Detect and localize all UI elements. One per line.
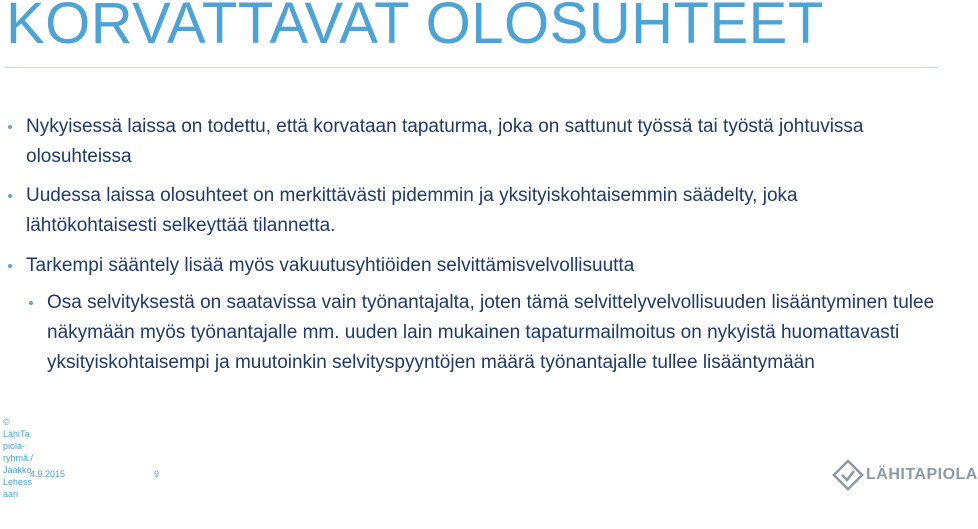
sub-bullet-text: Osa selvityksestä on saatavissa vain työnantajalta, joten tämä selvittelyvelvollisuuden lisääntyminen tulee näkymään myös työnantajalle mm. uuden lain mukainen tapaturmailmoitus on nykyistä huomattavasti yksityiskohtaisempi ja muutoinkin selvityspyyntöjen määrä työnantajalle tullee lisääntymään (47, 292, 935, 373)
page-number: 9 (154, 469, 160, 479)
title-divider (4, 67, 938, 68)
bullet-icon (8, 194, 12, 198)
bullet-item (26, 181, 906, 241)
footer-date: 4.9.2015 (30, 469, 66, 479)
slide-title: KORVATTAVAT OLOSUHTEET (6, 0, 824, 56)
logo-text: LÄHITAPIOLA (866, 466, 978, 483)
company-logo (834, 459, 978, 491)
bullet-text: Uudessa laissa olosuhteet on merkittävästi pidemmin ja yksityiskohtaisemmin säädelty, joka lähtökohtaisesti selkeyttää tilannetta. (26, 185, 798, 236)
sub-bullet-item (47, 288, 947, 378)
bullet-icon (8, 264, 12, 268)
copyright-text: © LähiTapiola-ryhmä / Jaakko Lehessaari (3, 417, 34, 499)
lahitapiola-logo-icon (834, 461, 862, 489)
bullet-item (26, 112, 906, 172)
bullet-item (26, 251, 906, 281)
bullet-text: Tarkempi sääntely lisää myös vakuutusyhtiöiden selvittämisvelvollisuutta (26, 255, 635, 276)
bullet-text: Nykyisessä laissa on todettu, että korvataan tapaturma, joka on sattunut työssä tai työstä johtuvissa olosuhteissa (26, 116, 864, 167)
bullet-icon (29, 301, 33, 305)
bullet-icon (8, 125, 12, 129)
